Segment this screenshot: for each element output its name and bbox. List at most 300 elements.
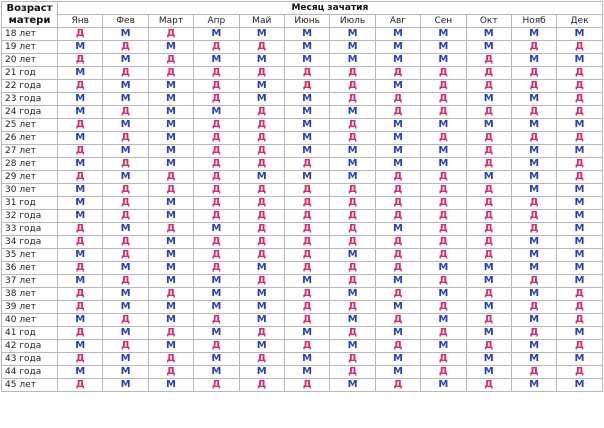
month-header-cell: Дек xyxy=(557,15,602,28)
girl-cell: Д xyxy=(375,314,420,327)
girl-cell: Д xyxy=(239,132,284,145)
girl-cell: Д xyxy=(239,379,284,392)
mother-age-cell: 23 года xyxy=(2,93,58,106)
table-row xyxy=(2,158,603,171)
girl-cell: Д xyxy=(194,41,239,54)
boy-cell: М xyxy=(148,236,193,249)
girl-cell: Д xyxy=(284,262,329,275)
boy-cell: М xyxy=(194,288,239,301)
month-header-cell: Окт xyxy=(466,15,511,28)
mother-age-cell: 45 лет xyxy=(2,379,58,392)
girl-cell: Д xyxy=(421,275,466,288)
table-row xyxy=(2,197,603,210)
girl-cell: Д xyxy=(58,80,103,93)
boy-cell: М xyxy=(421,28,466,41)
boy-cell: М xyxy=(557,379,602,392)
table-row xyxy=(2,106,603,119)
table-row xyxy=(2,340,603,353)
boy-cell: М xyxy=(330,145,375,158)
boy-cell: М xyxy=(58,158,103,171)
boy-cell: М xyxy=(58,93,103,106)
boy-cell: М xyxy=(511,314,556,327)
girl-cell: Д xyxy=(330,223,375,236)
table-row xyxy=(2,119,603,132)
girl-cell: Д xyxy=(103,41,148,54)
boy-cell: М xyxy=(58,132,103,145)
girl-cell: Д xyxy=(239,249,284,262)
table-row xyxy=(2,145,603,158)
boy-cell: М xyxy=(557,275,602,288)
girl-cell: Д xyxy=(194,197,239,210)
boy-cell: М xyxy=(557,223,602,236)
girl-cell: Д xyxy=(375,210,420,223)
girl-cell: Д xyxy=(148,28,193,41)
boy-cell: М xyxy=(239,340,284,353)
girl-cell: Д xyxy=(58,262,103,275)
month-header-cell: Янв xyxy=(58,15,103,28)
boy-cell: М xyxy=(557,145,602,158)
boy-cell: М xyxy=(284,93,329,106)
boy-cell: М xyxy=(330,106,375,119)
boy-cell: М xyxy=(421,54,466,67)
girl-cell: Д xyxy=(375,197,420,210)
boy-cell: М xyxy=(557,197,602,210)
boy-cell: М xyxy=(58,340,103,353)
girl-cell: Д xyxy=(330,80,375,93)
boy-cell: М xyxy=(103,80,148,93)
boy-cell: М xyxy=(330,288,375,301)
month-header-row xyxy=(2,15,603,28)
boy-cell: М xyxy=(511,288,556,301)
girl-cell: Д xyxy=(421,236,466,249)
girl-cell: Д xyxy=(466,379,511,392)
girl-cell: Д xyxy=(148,67,193,80)
girl-cell: Д xyxy=(375,340,420,353)
boy-cell: М xyxy=(58,366,103,379)
girl-cell: Д xyxy=(103,106,148,119)
girl-cell: Д xyxy=(466,288,511,301)
boy-cell: М xyxy=(284,366,329,379)
table-row xyxy=(2,314,603,327)
table-row xyxy=(2,288,603,301)
girl-cell: Д xyxy=(103,314,148,327)
boy-cell: М xyxy=(375,301,420,314)
table-row xyxy=(2,262,603,275)
boy-cell: М xyxy=(103,28,148,41)
girl-cell: Д xyxy=(557,93,602,106)
girl-cell: Д xyxy=(466,184,511,197)
girl-cell: Д xyxy=(375,184,420,197)
boy-cell: М xyxy=(511,171,556,184)
girl-cell: Д xyxy=(466,223,511,236)
mother-age-cell: 43 года xyxy=(2,353,58,366)
girl-cell: Д xyxy=(284,223,329,236)
boy-cell: М xyxy=(239,366,284,379)
girl-cell: Д xyxy=(194,93,239,106)
boy-cell: М xyxy=(421,288,466,301)
girl-cell: Д xyxy=(466,67,511,80)
girl-cell: Д xyxy=(330,353,375,366)
mother-age-cell: 24 года xyxy=(2,106,58,119)
girl-cell: Д xyxy=(511,210,556,223)
boy-cell: М xyxy=(284,28,329,41)
table-row xyxy=(2,327,603,340)
girl-cell: Д xyxy=(421,106,466,119)
boy-cell: М xyxy=(148,145,193,158)
girl-cell: Д xyxy=(375,379,420,392)
girl-cell: Д xyxy=(557,41,602,54)
girl-cell: Д xyxy=(511,223,556,236)
boy-cell: М xyxy=(103,223,148,236)
table-row xyxy=(2,80,603,93)
boy-cell: М xyxy=(194,54,239,67)
mother-age-cell: 34 года xyxy=(2,236,58,249)
table-row xyxy=(2,223,603,236)
mother-age-cell: 35 лет xyxy=(2,249,58,262)
girl-cell: Д xyxy=(239,158,284,171)
table-row xyxy=(2,236,603,249)
boy-cell: М xyxy=(103,327,148,340)
girl-cell: Д xyxy=(239,145,284,158)
boy-cell: М xyxy=(466,353,511,366)
girl-cell: Д xyxy=(148,171,193,184)
boy-cell: М xyxy=(58,67,103,80)
girl-cell: Д xyxy=(557,67,602,80)
table-row xyxy=(2,249,603,262)
boy-cell: М xyxy=(466,327,511,340)
boy-cell: М xyxy=(557,210,602,223)
girl-cell: Д xyxy=(375,106,420,119)
girl-cell: Д xyxy=(194,340,239,353)
boy-cell: М xyxy=(375,41,420,54)
girl-cell: Д xyxy=(284,67,329,80)
girl-cell: Д xyxy=(58,54,103,67)
girl-cell: Д xyxy=(466,236,511,249)
girl-cell: Д xyxy=(239,223,284,236)
girl-cell: Д xyxy=(330,197,375,210)
boy-cell: М xyxy=(239,28,284,41)
girl-cell: Д xyxy=(375,93,420,106)
boy-cell: М xyxy=(239,171,284,184)
boy-cell: М xyxy=(148,132,193,145)
girl-cell: Д xyxy=(239,275,284,288)
girl-cell: Д xyxy=(421,210,466,223)
boy-cell: М xyxy=(511,340,556,353)
girl-cell: Д xyxy=(557,340,602,353)
mother-age-cell: 32 года xyxy=(2,210,58,223)
boy-cell: М xyxy=(557,262,602,275)
girl-cell: Д xyxy=(421,353,466,366)
girl-cell: Д xyxy=(239,327,284,340)
girl-cell: Д xyxy=(239,67,284,80)
table-row xyxy=(2,132,603,145)
girl-cell: Д xyxy=(557,132,602,145)
girl-cell: Д xyxy=(148,353,193,366)
boy-cell: М xyxy=(557,249,602,262)
boy-cell: М xyxy=(511,249,556,262)
girl-cell: Д xyxy=(194,210,239,223)
boy-cell: М xyxy=(557,353,602,366)
boy-cell: М xyxy=(103,119,148,132)
boy-cell: М xyxy=(557,54,602,67)
table-row xyxy=(2,301,603,314)
boy-cell: М xyxy=(421,158,466,171)
girl-cell: Д xyxy=(557,301,602,314)
boy-cell: М xyxy=(239,301,284,314)
month-header-cell: Май xyxy=(239,15,284,28)
month-header-cell: Фев xyxy=(103,15,148,28)
girl-cell: Д xyxy=(330,67,375,80)
boy-cell: М xyxy=(284,327,329,340)
mother-age-cell: 22 года xyxy=(2,80,58,93)
girl-cell: Д xyxy=(284,236,329,249)
boy-cell: М xyxy=(284,132,329,145)
girl-cell: Д xyxy=(421,184,466,197)
boy-cell: М xyxy=(284,119,329,132)
boy-cell: М xyxy=(103,379,148,392)
boy-cell: М xyxy=(330,28,375,41)
boy-cell: М xyxy=(375,275,420,288)
boy-cell: М xyxy=(375,80,420,93)
girl-cell: Д xyxy=(284,288,329,301)
girl-cell: Д xyxy=(511,41,556,54)
mother-age-cell: 25 лет xyxy=(2,119,58,132)
girl-cell: Д xyxy=(330,132,375,145)
boy-cell: М xyxy=(58,314,103,327)
girl-cell: Д xyxy=(375,171,420,184)
table-row xyxy=(2,210,603,223)
girl-cell: Д xyxy=(239,353,284,366)
boy-cell: М xyxy=(375,54,420,67)
girl-cell: Д xyxy=(557,171,602,184)
mother-age-cell: 27 лет xyxy=(2,145,58,158)
boy-cell: М xyxy=(148,80,193,93)
boy-cell: М xyxy=(375,366,420,379)
girl-cell: Д xyxy=(557,106,602,119)
girl-cell: Д xyxy=(103,249,148,262)
boy-cell: М xyxy=(511,236,556,249)
boy-cell: М xyxy=(148,340,193,353)
girl-cell: Д xyxy=(284,301,329,314)
boy-cell: М xyxy=(239,314,284,327)
boy-cell: М xyxy=(148,197,193,210)
mother-age-cell: 44 года xyxy=(2,366,58,379)
girl-cell: Д xyxy=(284,210,329,223)
boy-cell: М xyxy=(375,223,420,236)
boy-cell: М xyxy=(194,275,239,288)
boy-cell: М xyxy=(284,106,329,119)
girl-cell: Д xyxy=(466,158,511,171)
girl-cell: Д xyxy=(284,80,329,93)
girl-cell: Д xyxy=(375,288,420,301)
boy-cell: М xyxy=(239,80,284,93)
table-row xyxy=(2,184,603,197)
boy-cell: М xyxy=(330,158,375,171)
boy-cell: М xyxy=(421,314,466,327)
girl-cell: Д xyxy=(557,80,602,93)
month-header-cell: Сен xyxy=(421,15,466,28)
boy-cell: М xyxy=(421,379,466,392)
girl-cell: Д xyxy=(511,132,556,145)
table-row xyxy=(2,93,603,106)
boy-cell: М xyxy=(194,301,239,314)
girl-cell: Д xyxy=(58,145,103,158)
girl-cell: Д xyxy=(194,314,239,327)
girl-cell: Д xyxy=(103,158,148,171)
table-row xyxy=(2,275,603,288)
boy-cell: М xyxy=(421,340,466,353)
girl-cell: Д xyxy=(58,171,103,184)
boy-cell: М xyxy=(103,301,148,314)
girl-cell: Д xyxy=(239,119,284,132)
girl-cell: Д xyxy=(375,236,420,249)
boy-cell: М xyxy=(148,249,193,262)
month-header-cell: Нояб xyxy=(511,15,556,28)
mother-age-cell: 37 лет xyxy=(2,275,58,288)
girl-cell: Д xyxy=(330,262,375,275)
girl-cell: Д xyxy=(557,314,602,327)
girl-cell: Д xyxy=(466,80,511,93)
table-body xyxy=(2,28,603,392)
girl-cell: Д xyxy=(239,184,284,197)
boy-cell: М xyxy=(466,171,511,184)
girl-cell: Д xyxy=(330,210,375,223)
boy-cell: М xyxy=(466,93,511,106)
boy-cell: М xyxy=(557,236,602,249)
boy-cell: М xyxy=(511,353,556,366)
boy-cell: М xyxy=(148,314,193,327)
boy-cell: М xyxy=(58,249,103,262)
boy-cell: М xyxy=(557,28,602,41)
girl-cell: Д xyxy=(58,353,103,366)
mother-age-cell: 38 лет xyxy=(2,288,58,301)
mother-age-cell: 33 года xyxy=(2,223,58,236)
girl-cell: Д xyxy=(194,119,239,132)
girl-cell: Д xyxy=(375,67,420,80)
mother-age-cell: 42 года xyxy=(2,340,58,353)
boy-cell: М xyxy=(103,171,148,184)
boy-cell: М xyxy=(466,301,511,314)
girl-cell: Д xyxy=(194,184,239,197)
mother-age-cell: 18 лет xyxy=(2,28,58,41)
table-row xyxy=(2,379,603,392)
boy-cell: М xyxy=(330,314,375,327)
boy-cell: М xyxy=(421,145,466,158)
boy-cell: М xyxy=(557,119,602,132)
boy-cell: М xyxy=(511,28,556,41)
table-row xyxy=(2,54,603,67)
mother-age-cell: 39 лет xyxy=(2,301,58,314)
boy-cell: М xyxy=(466,41,511,54)
girl-cell: Д xyxy=(239,41,284,54)
girl-cell: Д xyxy=(557,366,602,379)
boy-cell: М xyxy=(375,158,420,171)
mother-age-cell: 26 лет xyxy=(2,132,58,145)
boy-cell: М xyxy=(511,158,556,171)
boy-cell: М xyxy=(194,353,239,366)
girl-cell: Д xyxy=(421,67,466,80)
mother-age-cell: 41 год xyxy=(2,327,58,340)
girl-cell: Д xyxy=(284,379,329,392)
boy-cell: М xyxy=(58,41,103,54)
boy-cell: М xyxy=(511,262,556,275)
month-header-cell: Апр xyxy=(194,15,239,28)
girl-cell: Д xyxy=(103,275,148,288)
girl-cell: Д xyxy=(194,145,239,158)
table-row xyxy=(2,171,603,184)
boy-cell: М xyxy=(466,262,511,275)
boy-cell: М xyxy=(284,171,329,184)
mother-age-cell: 29 лет xyxy=(2,171,58,184)
boy-cell: М xyxy=(330,379,375,392)
boy-cell: М xyxy=(284,353,329,366)
girl-cell: Д xyxy=(148,366,193,379)
boy-cell: М xyxy=(103,262,148,275)
girl-cell: Д xyxy=(103,210,148,223)
boy-cell: М xyxy=(511,379,556,392)
girl-cell: Д xyxy=(330,93,375,106)
girl-cell: Д xyxy=(148,54,193,67)
girl-cell: Д xyxy=(466,145,511,158)
girl-cell: Д xyxy=(194,158,239,171)
girl-cell: Д xyxy=(148,288,193,301)
boy-cell: М xyxy=(194,106,239,119)
table-row xyxy=(2,28,603,41)
boy-cell: М xyxy=(58,106,103,119)
boy-cell: М xyxy=(375,145,420,158)
girl-cell: Д xyxy=(421,223,466,236)
boy-cell: М xyxy=(103,93,148,106)
age-column-header: Возраст матери xyxy=(2,2,58,28)
boy-cell: М xyxy=(148,119,193,132)
month-header-cell: Март xyxy=(148,15,193,28)
boy-cell: М xyxy=(58,184,103,197)
girl-cell: Д xyxy=(58,379,103,392)
month-header-cell: Июнь xyxy=(284,15,329,28)
boy-cell: М xyxy=(103,54,148,67)
boy-cell: М xyxy=(330,41,375,54)
girl-cell: Д xyxy=(511,67,556,80)
girl-cell: Д xyxy=(194,236,239,249)
boy-cell: М xyxy=(466,366,511,379)
girl-cell: Д xyxy=(330,301,375,314)
girl-cell: Д xyxy=(421,93,466,106)
boy-cell: М xyxy=(511,93,556,106)
girl-cell: Д xyxy=(421,366,466,379)
girl-cell: Д xyxy=(58,236,103,249)
boy-cell: М xyxy=(421,41,466,54)
boy-cell: М xyxy=(194,223,239,236)
girl-cell: Д xyxy=(466,314,511,327)
girl-cell: Д xyxy=(421,80,466,93)
table-row xyxy=(2,366,603,379)
girl-cell: Д xyxy=(511,366,556,379)
girl-cell: Д xyxy=(58,327,103,340)
boy-cell: М xyxy=(466,119,511,132)
girl-cell: Д xyxy=(148,223,193,236)
boy-cell: М xyxy=(284,145,329,158)
mother-age-cell: 30 лет xyxy=(2,184,58,197)
girl-cell: Д xyxy=(58,288,103,301)
boy-cell: М xyxy=(148,275,193,288)
boy-cell: М xyxy=(330,54,375,67)
girl-cell: Д xyxy=(421,197,466,210)
boy-cell: М xyxy=(239,262,284,275)
girl-cell: Д xyxy=(466,54,511,67)
boy-cell: М xyxy=(58,275,103,288)
girl-cell: Д xyxy=(511,275,556,288)
header-row-top xyxy=(2,2,603,15)
